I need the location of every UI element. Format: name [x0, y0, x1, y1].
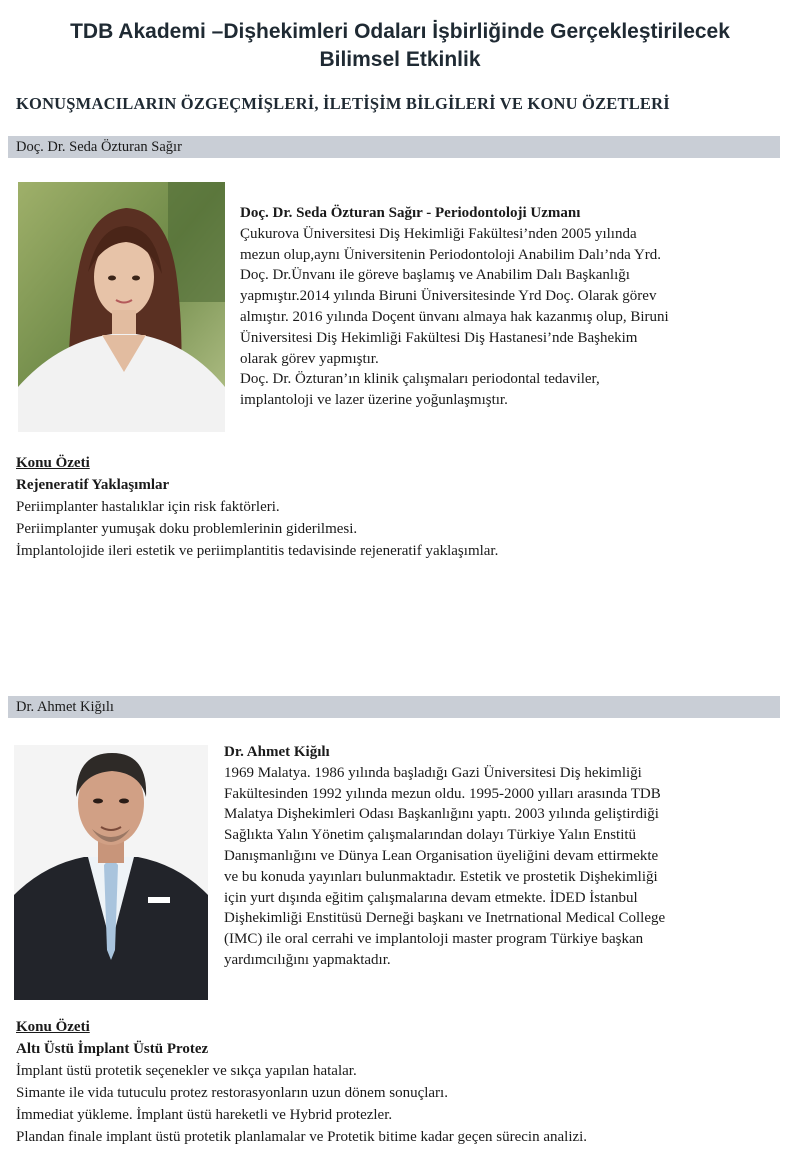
- document-title: [0, 18, 800, 74]
- speaker-2-summary-item: Plandan finale implant üstü protetik planlamalar ve Protetik bitime kadar geçen sürecin analizi.: [16, 1129, 588, 1145]
- speaker-1-summary-label: Konu Özeti: [16, 455, 90, 471]
- speaker-1-name-bar: Doç. Dr. Seda Özturan Sağır: [8, 136, 780, 158]
- document-subtitle: KONUŞMACILARIN ÖZGEÇMİŞLERİ, İLETİŞİM BİLGİLERİ VE KONU ÖZETLERİ: [16, 94, 670, 113]
- speaker-2-summary-item: İmplant üstü protetik seçenekler ve sıkça yapılan hatalar.: [16, 1063, 357, 1079]
- speaker-1-bio-line: implantoloji ve lazer üzerine yoğunlaşmıştır.: [240, 392, 508, 409]
- speaker-2-summary-label: Konu Özeti: [16, 1019, 90, 1035]
- speaker-1-bio-line: Doç. Dr.Ünvanı ile göreve başlamış ve Anabilim Dalı Başkanlığı: [240, 267, 630, 284]
- speaker-2-name-bar: Dr. Ahmet Kiğılı: [8, 696, 780, 718]
- speaker-1-bio-line: Üniversitesi Diş Hekimliği Fakültesi Diş Hastanesi’nde Başhekim: [240, 329, 638, 346]
- speaker-2-summary-item: İmmediat yükleme. İmplant üstü hareketli ve Hybrid protezler.: [16, 1107, 393, 1123]
- speaker-2-bio-line: için yurt dışında eğitim çalışmalarına devam etmekte. İDED İstanbul: [224, 889, 638, 906]
- speaker-1-bio-line: Doç. Dr. Özturan’ın klinik çalışmaları periodontal tedaviler,: [240, 371, 600, 388]
- speaker-2-bio-line: yardımcılığını yapmaktadır.: [224, 951, 391, 968]
- speaker-2-bio-line: (IMC) ile oral cerrahi ve implantoloji master program Türkiye başkan: [224, 931, 644, 948]
- speaker-1-summary-item: İmplantolojide ileri estetik ve periimplantitis tedavisinde rejeneratif yaklaşımlar.: [16, 543, 499, 559]
- speaker-2-summary-title: Altı Üstü İmplant Üstü Protez: [16, 1041, 209, 1057]
- speaker-2-bio: [224, 742, 777, 971]
- speaker-2-bio-line: Danışmanlığını ve Dünya Lean Organisation üyeliğini devam ettirmekte: [224, 847, 659, 864]
- speaker-1-bio-line: yapmıştır.2014 yılında Biruni Üniversitesinde Yrd Doç. Olarak görev: [240, 288, 657, 305]
- speaker-2-bio-line: Dişhekimliği Enstitüsü Derneği başkanı ve Inetrnational Medical College: [224, 910, 666, 927]
- speaker-1-bio-line: Çukurova Üniversitesi Diş Hekimliği Fakültesi’nden 2005 yılında: [240, 225, 637, 242]
- title-line-2: Bilimsel Etkinlik: [319, 48, 481, 71]
- speaker-2-bio-heading: Dr. Ahmet Kiğılı: [224, 744, 330, 760]
- speaker-2-bio-line: Malatya Dişhekimleri Odası Başkanlığını yaptı. 2003 yılında geliştirdiği: [224, 806, 659, 823]
- speaker-portrait-woman-icon: [18, 182, 225, 432]
- speaker-1-bio-line: mezun olup,aynı Üniversitenin Periodontoloji Anabilim Dalı’nda Yrd.: [240, 246, 662, 263]
- speaker-1-summary: [16, 452, 498, 562]
- speaker-2-bio-line: ve bu konuda yayınları bulunmaktadır. Estetik ve prostetik Dişhekimliği: [224, 868, 658, 885]
- speaker-1-bio-heading: Doç. Dr. Seda Özturan Sağır - Periodontoloji Uzmanı: [240, 205, 581, 221]
- speaker-2-summary-item: Simante ile vida tutuculu protez restorasyonların uzun dönem sonuçları.: [16, 1085, 448, 1101]
- speaker-1-bio: [240, 203, 777, 411]
- speaker-2-bio-line: Sağlıkta Yalın Yönetim çalışmalarından dolayı Türkiye Yalın Enstitü: [224, 827, 637, 844]
- title-line-1: TDB Akademi –Dişhekimleri Odaları İşbirliğinde Gerçekleştirilecek: [70, 20, 730, 43]
- speaker-1-bio-line: olarak görev yapmıştır.: [240, 350, 379, 367]
- speaker-1-summary-title: Rejeneratif Yaklaşımlar: [16, 477, 170, 493]
- speaker-2-summary: [16, 1016, 587, 1148]
- speaker-1-bio-line: almıştır. 2016 yılında Doçent ünvanı almaya hak kazanmış olup, Biruni: [240, 308, 669, 325]
- speaker-2-bio-line: 1969 Malatya. 1986 yılında başladığı Gazi Üniversitesi Diş hekimliği: [224, 764, 642, 781]
- speaker-1-summary-item: Periimplanter hastalıklar için risk faktörleri.: [16, 499, 280, 515]
- speaker-1-summary-item: Periimplanter yumuşak doku problemlerinin giderilmesi.: [16, 521, 358, 537]
- speaker-1-photo: [18, 182, 225, 432]
- speaker-2-photo: [14, 745, 208, 1000]
- speaker-2-bio-line: Fakültesinden 1992 yılında mezun oldu. 1995-2000 yılları arasında TDB: [224, 785, 661, 802]
- speaker-portrait-man-icon: [14, 745, 208, 1000]
